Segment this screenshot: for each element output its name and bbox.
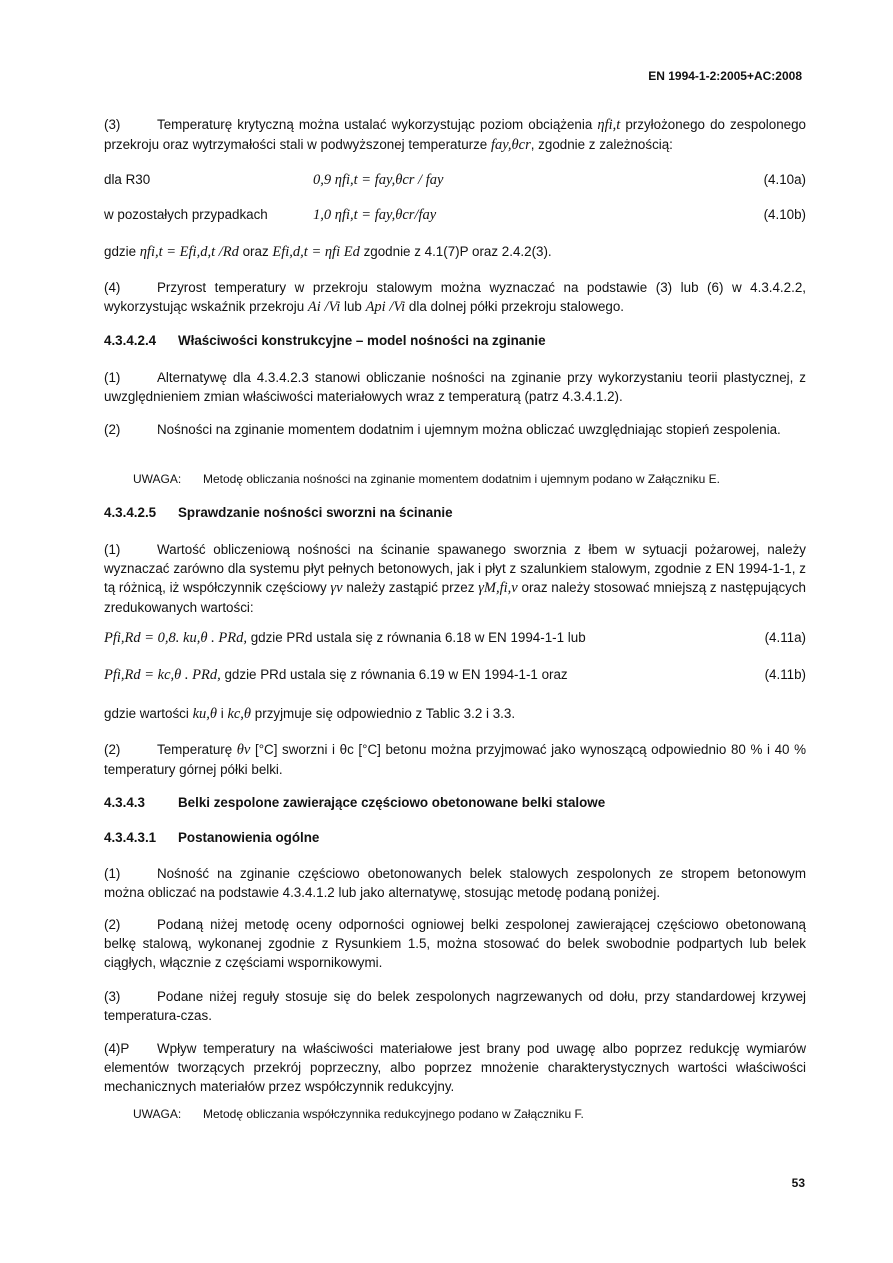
paragraph-number: (3) [104, 989, 121, 1004]
section-heading-4-3-4-3-1 [104, 830, 319, 845]
paragraph-number: (4) [104, 280, 121, 295]
math-symbol: ηfi,t [597, 117, 621, 133]
equation-formula: 0,9 ηfi,t = fay,θcr / fay [313, 172, 444, 188]
section-title: Sprawdzanie nośności sworzni na ścinanie [178, 505, 453, 520]
paragraph-3-critical-temperature: (3) Temperaturę krytyczną można ustalać wykorzystując poziom obciążenia ηfi,t przyłożonego do zespolonego przekroju oraz wytrzymałości stali w podwyższonej temperaturze fay,θcr, zgodnie z zależnością: [104, 117, 806, 153]
paragraph-1-partially-encased: (1) Nośność na zginanie częściowo obetonowanych belek stalowych zespolonych ze stropem betonowym można obliczać na podstawie 4.3.4.1.2 lub jako alternatywę, stosując metodę podaną poniżej. [104, 866, 806, 900]
equation-4-11a [104, 630, 806, 650]
paragraph-4p-material-properties: (4)P Wpływ temperatury na właściwości materiałowe jest brany pod uwagę albo poprzez redukcję wymiarów elementów tworzących przekrój poprzeczny, albo poprzez mnożenie charakterystycznych wartości właściwości mechanicznych materiałów przez współczynnik redukcyjny. [104, 1041, 806, 1094]
equation-body: Pfi,Rd = 0,8. ku,θ . PRd, gdzie PRd ustala się z równania 6.18 w EN 1994-1-1 lub [104, 630, 586, 646]
paragraph-number: (2) [104, 742, 121, 757]
note-text: Metodę obliczania współczynnika redukcyjnego podano w Załączniku F. [203, 1107, 584, 1121]
paragraph-2-bending-resistance: (2) Nośności na zginanie momentem dodatnim i ujemnym można obliczać uwzględniając stopień zespolenia. [104, 422, 781, 437]
paragraph-3-heating-from-below: (3) Podane niżej reguły stosuje się do belek zespolonych nagrzewanych od dołu, przy standardowej krzywej temperatura-czas. [104, 989, 806, 1023]
math-symbol: kc,θ [227, 706, 252, 722]
section-heading-4-3-4-2-5 [104, 505, 453, 520]
paragraph-2-stud-temperature: (2) Temperaturę θv [°C] sworzni i θc [°C] betonu można przyjmować jako wynoszącą odpowiednio 80 % i 40 % temperatury górnej półki belki. [104, 742, 806, 777]
note-annex-e [133, 472, 720, 486]
equation-number: (4.10b) [763, 207, 806, 222]
note-label: UWAGA: [133, 1107, 182, 1121]
equation-formula: Pfi,Rd = 0,8. ku,θ . PRd, [104, 630, 247, 646]
section-number: 4.3.4.2.5 [104, 505, 157, 520]
equation-4-10a [104, 172, 806, 192]
where-clause-2: gdzie wartości ku,θ i kc,θ przyjmuje się odpowiednio z Tablic 3.2 i 3.3. [104, 706, 516, 722]
where-clause-1: gdzie ηfi,t = Efi,d,t /Rd oraz Efi,d,t = ηfi Ed zgodnie z 4.1(7)P oraz 2.4.2(3). [104, 244, 552, 260]
equation-body: Pfi,Rd = kc,θ . PRd, gdzie PRd ustala się z równania 6.19 w EN 1994-1-1 oraz [104, 667, 568, 683]
note-label: UWAGA: [133, 472, 182, 486]
section-title: Belki zespolone zawierające częściowo obetonowane belki stalowe [178, 795, 606, 810]
standard-header: EN 1994-1-2:2005+AC:2008 [648, 69, 802, 83]
math-symbol: θv [236, 742, 251, 758]
math-symbol: Efi,d,t = ηfi Ed [272, 244, 360, 260]
equation-formula: Pfi,Rd = kc,θ . PRd, [104, 667, 221, 683]
math-symbol: Api /Vi [365, 299, 406, 315]
paragraph-4-temperature-rise: (4) Przyrost temperatury w przekroju stalowym można wyznaczać na podstawie (3) lub (6) w 4.3.4.2.2, wykorzystując wskaźnik przekroju Ai /Vi lub Api /Vi dla dolnej półki przekroju stalowego. [104, 280, 806, 315]
paragraph-2-fire-resistance-method: (2) Podaną niżej metodę oceny odporności ogniowej belki zespolonej zawierającej częściowo obetonowaną belkę stalową, wykonanej zgodnie z Rysunkiem 1.5, można stosować do belek swobodnie podpartych lub belek ciągłych, włącznie z częściami wspornikowymi. [104, 917, 806, 970]
math-symbol: ηfi,t = Efi,d,t /Rd [139, 244, 239, 260]
equation-number: (4.10a) [763, 172, 806, 187]
equation-4-10b [104, 207, 806, 227]
equation-label: w pozostałych przypadkach [104, 207, 268, 222]
math-symbol: γM,fi,v [478, 580, 518, 596]
equation-formula: 1,0 ηfi,t = fay,θcr/fay [313, 207, 437, 223]
section-heading-4-3-4-2-4 [104, 333, 546, 348]
page-number: 53 [791, 1176, 805, 1190]
section-heading-4-3-4-3 [104, 795, 605, 810]
paragraph-number: (1) [104, 370, 121, 385]
section-number: 4.3.4.2.4 [104, 333, 157, 348]
equation-number: (4.11b) [764, 667, 806, 682]
math-symbol: γv [330, 580, 343, 596]
math-symbol: ku,θ [192, 706, 218, 722]
paragraph-number: (2) [104, 917, 121, 932]
equation-4-11b [104, 667, 806, 687]
section-title: Postanowienia ogólne [178, 830, 320, 845]
section-number: 4.3.4.3 [104, 795, 145, 810]
paragraph-number: (3) [104, 117, 121, 132]
section-title: Właściwości konstrukcyjne – model nośności na zginanie [178, 333, 546, 348]
math-symbol: fay,θcr [490, 137, 531, 153]
note-annex-f [133, 1107, 584, 1121]
math-symbol: Ai /Vi [307, 299, 341, 315]
note-text: Metodę obliczania nośności na zginanie momentem dodatnim i ujemnym podano w Załączniku E. [203, 472, 720, 486]
paragraph-number: (1) [104, 542, 121, 557]
paragraph-1-plastic-theory: (1) Alternatywę dla 4.3.4.2.3 stanowi obliczanie nośności na zginanie przy wykorzystaniu teorii plastycznej, z uwzględnieniem zmian właściwości materiałowych wraz z temperaturą (patrz 4.3.4.1.2). [104, 370, 806, 404]
equation-number: (4.11a) [764, 630, 806, 645]
paragraph-number: (1) [104, 866, 121, 881]
paragraph-1-stud-shear: (1) Wartość obliczeniową nośności na ścinanie spawanego sworznia z łbem w sytuacji pożarowej, należy wyznaczać zarówno dla systemu płyt pełnych betonowych, jak i płyt z szalunkiem stalowym, zgodnie z EN 1994-1-1, z tą różnicą, iż współczynnik częściowy γv należy zastąpić przez γM,fi,v oraz należy stosować mniejszą z następujących zredukowanych wartości: [104, 542, 806, 615]
paragraph-number: (4)P [104, 1041, 130, 1056]
paragraph-number: (2) [104, 422, 121, 437]
section-number: 4.3.4.3.1 [104, 830, 157, 845]
equation-label: dla R30 [104, 172, 151, 187]
